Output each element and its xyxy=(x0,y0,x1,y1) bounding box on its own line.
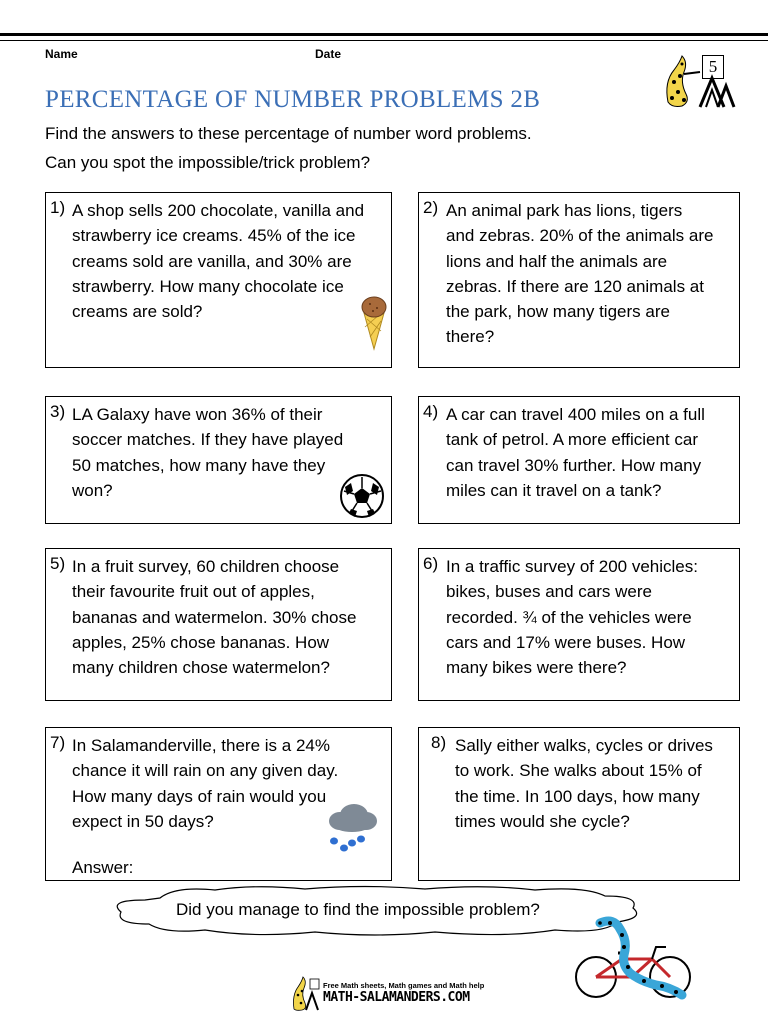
problem-number: 2) xyxy=(423,198,439,217)
date-label: Date xyxy=(315,47,342,61)
problem-line: chance it will rain on any given day. xyxy=(72,761,339,781)
problem-box-3 xyxy=(45,396,392,524)
problem-line: How many days of rain would you xyxy=(72,786,327,806)
problem-line: many children chose watermelon? xyxy=(72,658,330,678)
problem-line: zebras. If there are 120 animals at xyxy=(446,276,704,296)
problem-line: 50 matches, how many have they xyxy=(72,455,326,475)
problem-line: bananas and watermelon. 30% chose xyxy=(72,607,357,627)
problem-line: their favourite fruit out of apples, xyxy=(72,582,315,602)
problem-box-4 xyxy=(418,396,740,524)
intro-line-1: Find the answers to these percentage of number word problems. xyxy=(45,124,532,143)
grade-logo xyxy=(660,52,740,110)
problem-number: 7) xyxy=(50,733,66,752)
problem-box-7 xyxy=(45,727,392,881)
cloud-question: Did you manage to find the impossible problem? xyxy=(176,900,540,919)
problem-line: apples, 25% chose bananas. How xyxy=(72,632,330,652)
footer-logo-icon xyxy=(290,975,320,1011)
problem-line: In a traffic survey of 200 vehicles: xyxy=(446,557,698,576)
problem-line: the park, how many tigers are xyxy=(446,302,670,322)
problem-line: won? xyxy=(72,480,113,500)
problem-line: and zebras. 20% of the animals are xyxy=(446,226,714,246)
grade-badge: 5 xyxy=(702,55,724,79)
problem-line: there? xyxy=(446,327,495,347)
problem-line: to work. She walks about 15% of xyxy=(455,761,702,781)
problem-number: 4) xyxy=(423,402,439,421)
problem-line: recorded. ¾ of the vehicles were xyxy=(446,607,692,627)
problem-box-6 xyxy=(418,548,740,701)
header-rule-thin xyxy=(0,40,768,41)
rain-cloud-icon xyxy=(324,803,384,853)
problem-line: A shop sells 200 chocolate, vanilla and xyxy=(72,201,365,220)
salamander-on-bicycle-icon xyxy=(570,915,700,1005)
problem-number: 6) xyxy=(423,554,439,573)
problem-line: creams sold are vanilla, and 30% are xyxy=(72,251,352,271)
answer-label: Answer: xyxy=(72,858,134,877)
problem-line: lions and half the animals are xyxy=(446,251,668,271)
problem-number: 8) xyxy=(431,733,447,752)
problem-line: A car can travel 400 miles on a full xyxy=(446,405,705,424)
ice-cream-icon xyxy=(359,293,389,353)
problem-line: Sally either walks, cycles or drives xyxy=(455,736,713,755)
page-title: PERCENTAGE OF NUMBER PROBLEMS 2B xyxy=(45,86,541,113)
header-rule-thick xyxy=(0,33,768,36)
problem-line: the time. In 100 days, how many xyxy=(455,786,700,806)
problem-box-1 xyxy=(45,192,392,368)
problem-box-2 xyxy=(418,192,740,368)
problem-line: creams are sold? xyxy=(72,302,203,322)
soccer-ball-icon xyxy=(339,473,385,519)
problem-line: soccer matches. If they have played xyxy=(72,430,344,450)
problem-line: LA Galaxy have won 36% of their xyxy=(72,405,323,424)
problem-number: 3) xyxy=(50,402,66,421)
problem-line: miles can it travel on a tank? xyxy=(446,480,662,500)
problem-line: can travel 30% further. How many xyxy=(446,455,702,475)
footer-site-link[interactable]: MATH-SALAMANDERS.COM xyxy=(323,990,470,1005)
problem-line: many bikes were there? xyxy=(446,658,627,678)
intro-line-2: Can you spot the impossible/trick problem? xyxy=(45,153,371,172)
problem-line: bikes, buses and cars were xyxy=(446,582,652,602)
problem-line: tank of petrol. A more efficient car xyxy=(446,430,698,450)
problem-line: strawberry ice creams. 45% of the ice xyxy=(72,226,356,246)
name-label: Name xyxy=(45,47,78,61)
problem-line: times would she cycle? xyxy=(455,811,630,831)
problem-box-8 xyxy=(418,727,740,881)
problem-line: An animal park has lions, tigers xyxy=(446,201,683,220)
problem-line: In Salamanderville, there is a 24% xyxy=(72,736,330,755)
problem-line: strawberry. How many chocolate ice xyxy=(72,276,344,296)
problem-number: 5) xyxy=(50,554,66,573)
salamander-logo-icon xyxy=(660,52,740,110)
problem-box-5 xyxy=(45,548,392,701)
footer-tagline: Free Math sheets, Math games and Math help xyxy=(323,981,485,990)
problem-line: cars and 17% were buses. How xyxy=(446,632,686,652)
problem-number: 1) xyxy=(50,198,66,217)
problem-line: expect in 50 days? xyxy=(72,811,214,831)
problem-line: In a fruit survey, 60 children choose xyxy=(72,557,340,576)
